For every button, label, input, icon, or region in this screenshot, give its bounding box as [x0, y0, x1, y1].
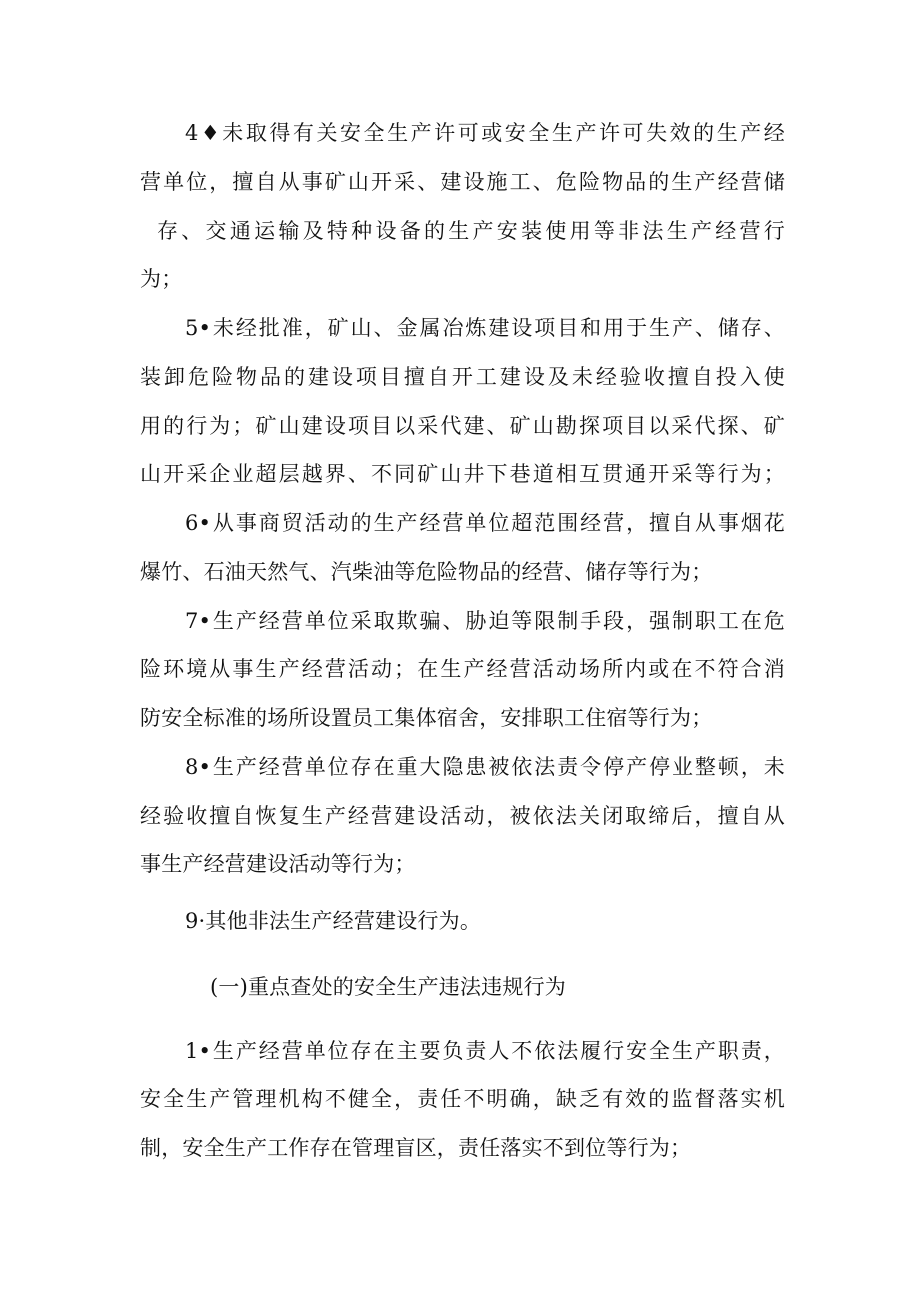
paragraph-item-9-line-1: 9·其他非法生产经营建设行为。	[185, 909, 482, 933]
paragraph-item-5-line-3: 用的行为；矿山建设项目以采代建、矿山勘探项目以采代探、矿	[140, 414, 785, 438]
paragraph-item-4-line-2: 营单位，擅自从事矿山开采、建设施工、危险物品的生产经营储	[140, 170, 785, 194]
paragraph-item-6-line-2: 爆竹、石油天然气、汽柴油等危险物品的经营、储存等行为；	[140, 560, 713, 584]
paragraph-item-7-line-1: 7•生产经营单位采取欺骗、胁迫等限制手段，强制职工在危	[185, 609, 785, 633]
paragraph-item-6-line-1: 6•从事商贸活动的生产经营单位超范围经营，擅自从事烟花	[185, 511, 785, 535]
paragraph-item-4-line-1: 4♦未取得有关安全生产许可或安全生产许可失效的生产经	[185, 121, 785, 145]
paragraph-item-8-line-1: 8•生产经营单位存在重大隐患被依法责令停产停业整顿，未	[185, 755, 785, 779]
paragraph-item-5-line-4: 山开采企业超层越界、不同矿山井下巷道相互贯通开采等行为；	[140, 462, 785, 486]
paragraph-item-4-line-4: 为；	[140, 267, 183, 291]
section-heading: (一)重点查处的安全生产违法违规行为	[210, 975, 566, 999]
paragraph-item-5-line-2: 装卸危险物品的建设项目擅自开工建设及未经验收擅自投入使	[140, 365, 785, 389]
paragraph-item-1-line-3: 制，安全生产工作存在管理盲区，责任落实不到位等行为；	[140, 1136, 692, 1160]
paragraph-item-8-line-3: 事生产经营建设活动等行为；	[140, 852, 416, 876]
paragraph-item-8-line-2: 经验收擅自恢复生产经营建设活动，被依法关闭取缔后，擅自从	[140, 804, 785, 828]
paragraph-item-4-line-3: 存、交通运输及特种设备的生产安装使用等非法生产经营行	[157, 219, 785, 243]
paragraph-item-7-line-3: 防安全标准的场所设置员工集体宿舍，安排职工住宿等行为；	[140, 706, 713, 730]
paragraph-item-1-line-2: 安全生产管理机构不健全，责任不明确，缺乏有效的监督落实机	[140, 1087, 785, 1111]
paragraph-item-7-line-2: 险环境从事生产经营活动；在生产经营活动场所内或在不符合消	[140, 657, 785, 681]
paragraph-item-5-line-1: 5•未经批准，矿山、金属冶炼建设项目和用于生产、储存、	[185, 316, 785, 340]
paragraph-item-1-line-1: 1•生产经营单位存在主要负责人不依法履行安全生产职责，	[185, 1039, 785, 1063]
